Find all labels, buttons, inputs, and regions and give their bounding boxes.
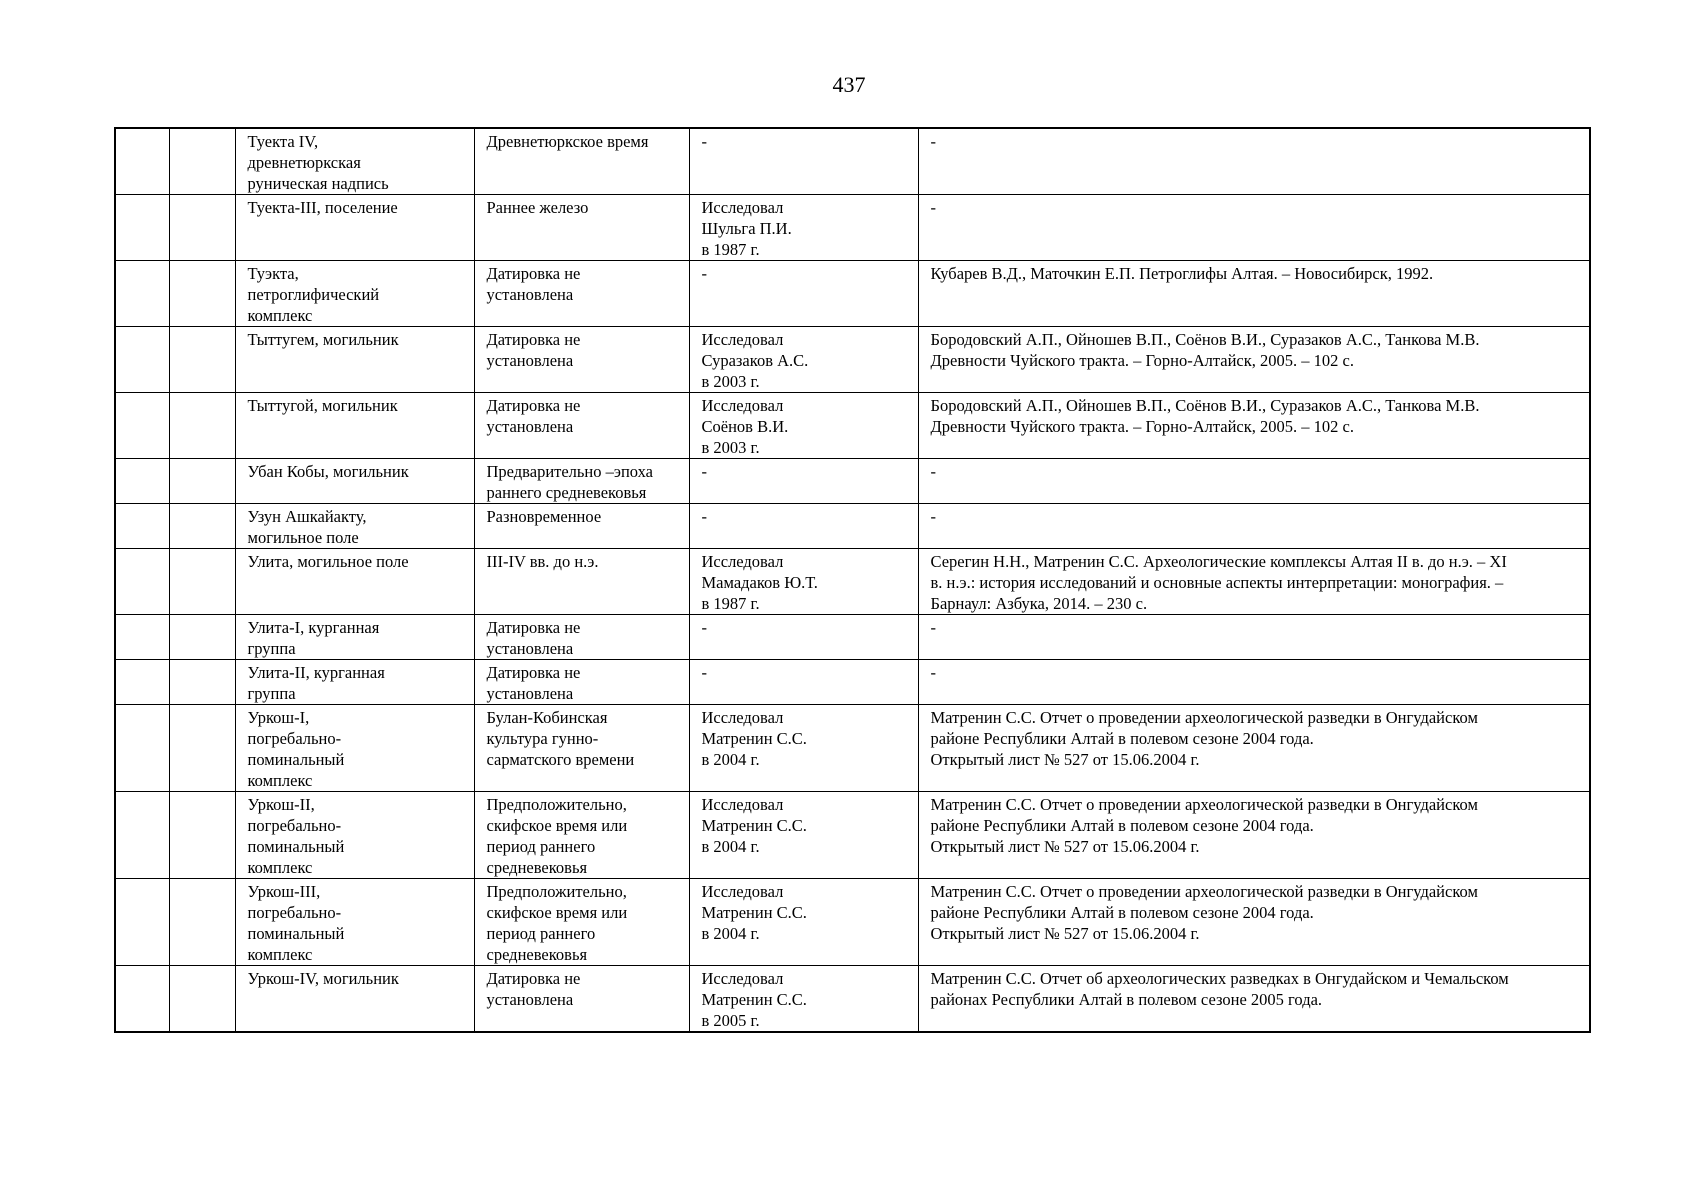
number-cell bbox=[115, 195, 169, 261]
table-row bbox=[115, 615, 1590, 660]
dating-cell: Датировка не установлена bbox=[474, 966, 689, 1033]
number-cell bbox=[115, 966, 169, 1033]
dating-cell: Датировка не установлена bbox=[474, 393, 689, 459]
dating-cell: Предположительно, скифское время или период раннего средневековья bbox=[474, 792, 689, 879]
monuments-table bbox=[114, 127, 1591, 1033]
name-cell: Убан Кобы, могильник bbox=[235, 459, 474, 504]
number-cell bbox=[115, 261, 169, 327]
literature-cell: - bbox=[918, 459, 1590, 504]
dating-cell: III-IV вв. до н.э. bbox=[474, 549, 689, 615]
name-cell: Узун Ашкайакту, могильное поле bbox=[235, 504, 474, 549]
research-cell: - bbox=[689, 459, 918, 504]
name-cell: Туэкта, петроглифический комплекс bbox=[235, 261, 474, 327]
code-cell bbox=[169, 705, 235, 792]
table-row bbox=[115, 879, 1590, 966]
number-cell bbox=[115, 549, 169, 615]
number-cell bbox=[115, 615, 169, 660]
research-cell: - bbox=[689, 128, 918, 195]
code-cell bbox=[169, 195, 235, 261]
table-row bbox=[115, 504, 1590, 549]
research-cell: - bbox=[689, 261, 918, 327]
code-cell bbox=[169, 393, 235, 459]
literature-cell: - bbox=[918, 195, 1590, 261]
name-cell: Уркош-IV, могильник bbox=[235, 966, 474, 1033]
research-cell: Исследовал Матренин С.С. в 2004 г. bbox=[689, 705, 918, 792]
literature-cell: - bbox=[918, 504, 1590, 549]
table-row bbox=[115, 792, 1590, 879]
code-cell bbox=[169, 615, 235, 660]
table-row bbox=[115, 393, 1590, 459]
literature-cell: Матренин С.С. Отчет о проведении археологической разведки в Онгудайском районе Республики Алтай в полевом сезоне 2004 года. Открытый лист № 527 от 15.06.2004 г. bbox=[918, 705, 1590, 792]
code-cell bbox=[169, 128, 235, 195]
code-cell bbox=[169, 792, 235, 879]
number-cell bbox=[115, 128, 169, 195]
literature-cell: - bbox=[918, 660, 1590, 705]
table-row bbox=[115, 128, 1590, 195]
code-cell bbox=[169, 261, 235, 327]
code-cell bbox=[169, 549, 235, 615]
table-row bbox=[115, 327, 1590, 393]
table-row bbox=[115, 195, 1590, 261]
number-cell bbox=[115, 660, 169, 705]
name-cell: Туекта IV, древнетюркская руническая надпись bbox=[235, 128, 474, 195]
dating-cell: Датировка не установлена bbox=[474, 615, 689, 660]
literature-cell: Матренин С.С. Отчет об археологических разведках в Онгудайском и Чемальском районах Республики Алтай в полевом сезоне 2005 года. bbox=[918, 966, 1590, 1033]
number-cell bbox=[115, 705, 169, 792]
table-row bbox=[115, 660, 1590, 705]
research-cell: Исследовал Соёнов В.И. в 2003 г. bbox=[689, 393, 918, 459]
table-row bbox=[115, 966, 1590, 1033]
number-cell bbox=[115, 459, 169, 504]
name-cell: Улита-I, курганная группа bbox=[235, 615, 474, 660]
dating-cell: Древнетюркское время bbox=[474, 128, 689, 195]
name-cell: Тыттугем, могильник bbox=[235, 327, 474, 393]
literature-cell: Бородовский А.П., Ойношев В.П., Соёнов В.И., Суразаков А.С., Танкова М.В. Древности Чуйского тракта. – Горно-Алтайск, 2005. – 102 с. bbox=[918, 393, 1590, 459]
table-row bbox=[115, 459, 1590, 504]
dating-cell: Предположительно, скифское время или период раннего средневековья bbox=[474, 879, 689, 966]
name-cell: Уркош-II, погребально- поминальный комплекс bbox=[235, 792, 474, 879]
number-cell bbox=[115, 879, 169, 966]
research-cell: - bbox=[689, 504, 918, 549]
code-cell bbox=[169, 966, 235, 1033]
research-cell: - bbox=[689, 660, 918, 705]
literature-cell: - bbox=[918, 128, 1590, 195]
name-cell: Тыттугой, могильник bbox=[235, 393, 474, 459]
dating-cell: Раннее железо bbox=[474, 195, 689, 261]
research-cell: Исследовал Матренин С.С. в 2004 г. bbox=[689, 879, 918, 966]
code-cell bbox=[169, 327, 235, 393]
literature-cell: Бородовский А.П., Ойношев В.П., Соёнов В.И., Суразаков А.С., Танкова М.В. Древности Чуйского тракта. – Горно-Алтайск, 2005. – 102 с. bbox=[918, 327, 1590, 393]
research-cell: Исследовал Мамадаков Ю.Т. в 1987 г. bbox=[689, 549, 918, 615]
dating-cell: Булан-Кобинская культура гунно- сарматского времени bbox=[474, 705, 689, 792]
name-cell: Улита, могильное поле bbox=[235, 549, 474, 615]
research-cell: Исследовал Матренин С.С. в 2004 г. bbox=[689, 792, 918, 879]
table-row bbox=[115, 549, 1590, 615]
literature-cell: - bbox=[918, 615, 1590, 660]
literature-cell: Серегин Н.Н., Матренин С.С. Археологические комплексы Алтая II в. до н.э. – XI в. н.э.: история исследований и основные аспекты интерпретации: монография. – Барнаул: Азбука, 2014. – 230 с. bbox=[918, 549, 1590, 615]
research-cell: - bbox=[689, 615, 918, 660]
number-cell bbox=[115, 327, 169, 393]
dating-cell: Датировка не установлена bbox=[474, 660, 689, 705]
dating-cell: Датировка не установлена bbox=[474, 261, 689, 327]
dating-cell: Предварительно –эпоха раннего средневековья bbox=[474, 459, 689, 504]
code-cell bbox=[169, 660, 235, 705]
name-cell: Уркош-I, погребально- поминальный комплекс bbox=[235, 705, 474, 792]
research-cell: Исследовал Суразаков А.С. в 2003 г. bbox=[689, 327, 918, 393]
table-row bbox=[115, 261, 1590, 327]
code-cell bbox=[169, 459, 235, 504]
name-cell: Улита-II, курганная группа bbox=[235, 660, 474, 705]
literature-cell: Матренин С.С. Отчет о проведении археологической разведки в Онгудайском районе Республики Алтай в полевом сезоне 2004 года. Открытый лист № 527 от 15.06.2004 г. bbox=[918, 879, 1590, 966]
number-cell bbox=[115, 393, 169, 459]
page-number: 437 bbox=[832, 72, 866, 97]
research-cell: Исследовал Матренин С.С. в 2005 г. bbox=[689, 966, 918, 1033]
research-cell: Исследовал Шульга П.И. в 1987 г. bbox=[689, 195, 918, 261]
name-cell: Туекта-III, поселение bbox=[235, 195, 474, 261]
number-cell bbox=[115, 504, 169, 549]
table-row bbox=[115, 705, 1590, 792]
number-cell bbox=[115, 792, 169, 879]
dating-cell: Датировка не установлена bbox=[474, 327, 689, 393]
literature-cell: Матренин С.С. Отчет о проведении археологической разведки в Онгудайском районе Республики Алтай в полевом сезоне 2004 года. Открытый лист № 527 от 15.06.2004 г. bbox=[918, 792, 1590, 879]
code-cell bbox=[169, 879, 235, 966]
name-cell: Уркош-III, погребально- поминальный комплекс bbox=[235, 879, 474, 966]
literature-cell: Кубарев В.Д., Маточкин Е.П. Петроглифы Алтая. – Новосибирск, 1992. bbox=[918, 261, 1590, 327]
dating-cell: Разновременное bbox=[474, 504, 689, 549]
code-cell bbox=[169, 504, 235, 549]
